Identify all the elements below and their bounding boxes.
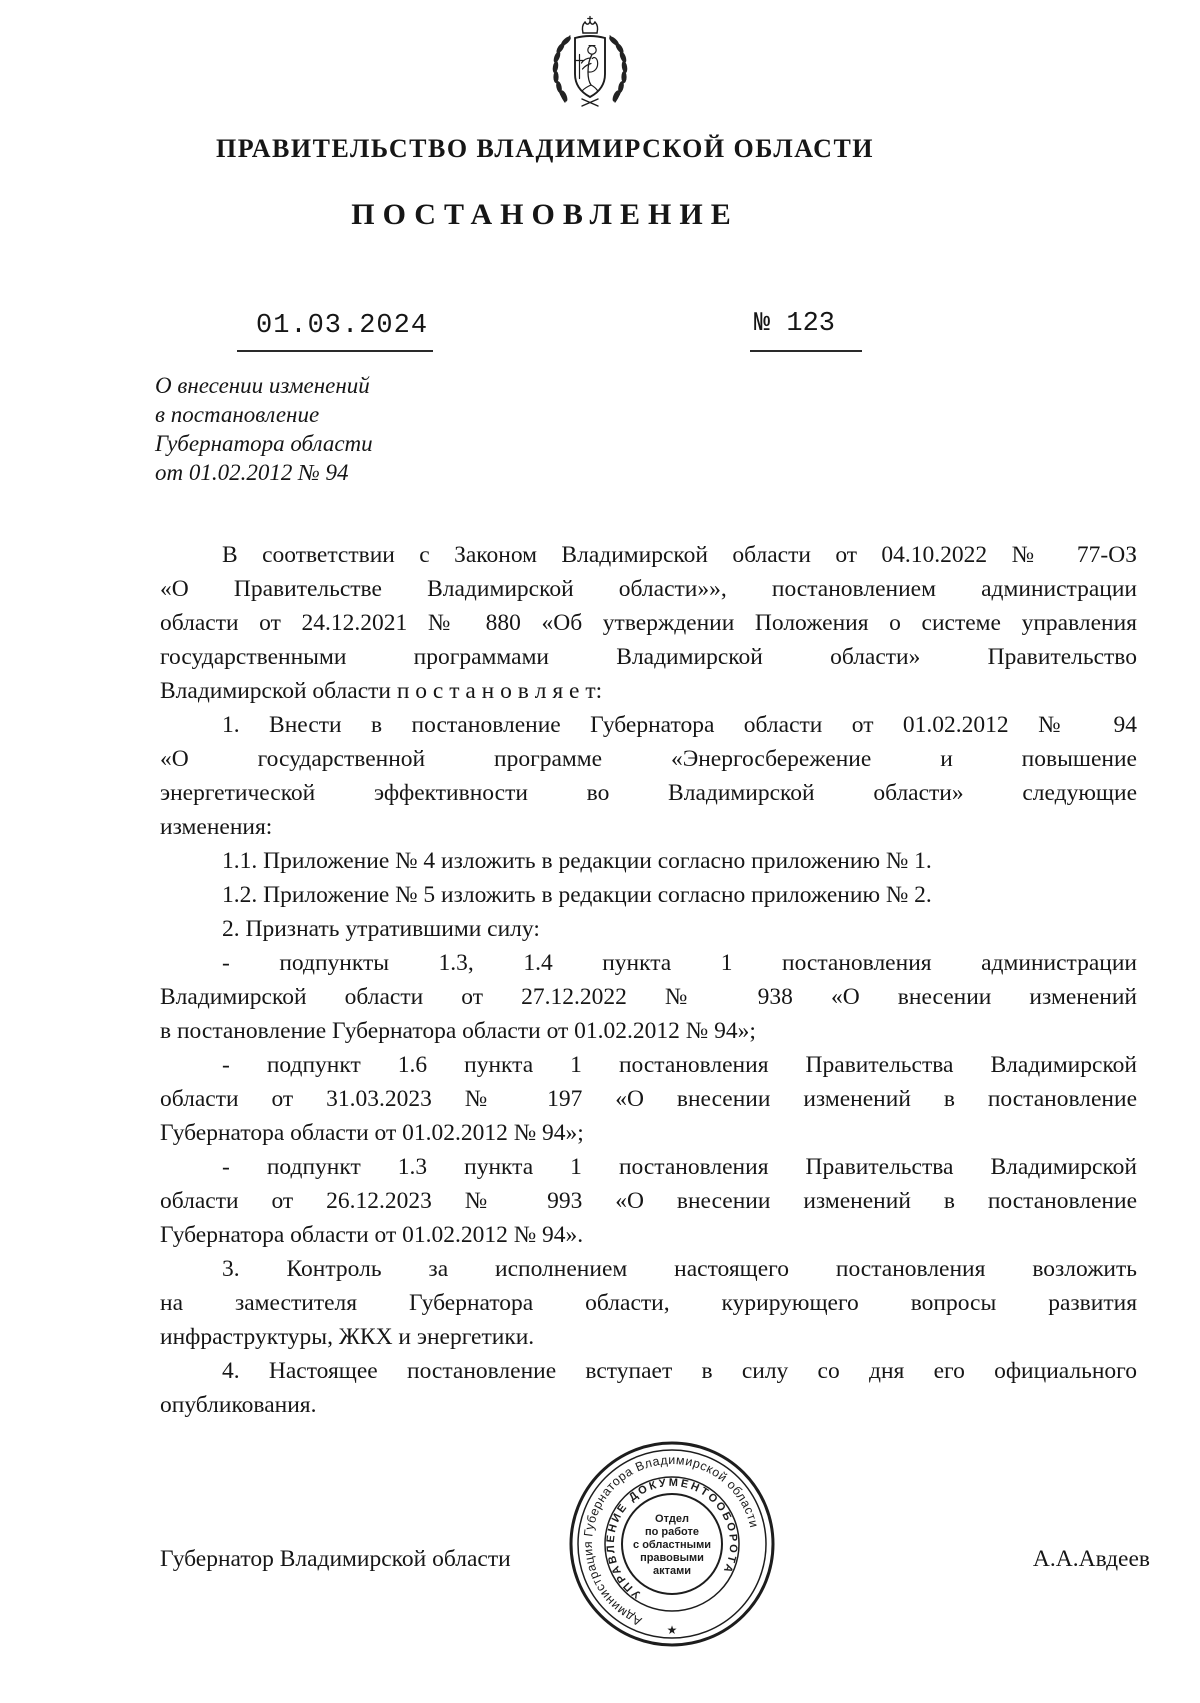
signature-name: А.А.Авдеев [1032,1546,1150,1572]
body-line: области от 31.03.2023 № 197 «О внесении изменений в постановление [160,1086,1137,1112]
paragraph [160,708,1137,844]
paragraph [160,844,1137,878]
signature-position: Губернатор Владимирской области [160,1546,511,1572]
stamp-inner-ring-text: УПРАВЛЕНИЕ ДОКУМЕНТООБОРОТА [604,1476,740,1601]
stamp-star: ★ [666,1623,678,1637]
stamp-center-text [633,1513,711,1577]
body-line: - подпункт 1.6 пункта 1 постановления Правительства Владимирской [222,1052,1137,1078]
body-line: «О Правительстве Владимирской области»», постановлением администрации [160,576,1137,602]
body-line: 2. Признать утратившими силу: [222,916,540,942]
svg-text:с областными: с областными [633,1539,711,1551]
subject-line: в постановление [155,402,320,427]
body-line: в постановление Губернатора области от 01.02.2012 № 94»; [160,1018,756,1044]
body-line: области от 24.12.2021 № 880 «Об утверждении Положения о системе управления [160,610,1137,636]
org-name: ПРАВИТЕЛЬСТВО ВЛАДИМИРСКОЙ ОБЛАСТИ [215,134,875,163]
svg-text:правовыми: правовыми [640,1552,704,1564]
body-line: на заместителя Губернатора области, курирующего вопросы развития [160,1290,1137,1316]
doc-number [754,309,835,339]
paragraph [160,912,1137,946]
paragraph [160,1354,1137,1422]
paragraph [160,538,1137,708]
paragraph [160,946,1137,1048]
date-underline [237,350,433,352]
svg-text:по работе: по работе [644,1526,700,1538]
doc-type-title: ПОСТАНОВЛЕНИЕ [351,198,739,231]
stamp-outer-ring-text: Администрация Губернатора Владимирской области [580,1452,762,1629]
body-line: 4. Настоящее постановление вступает в силу со дня его официального [222,1358,1137,1384]
number-underline [750,350,862,352]
coat-of-arms-icon [542,12,638,116]
number-sign: № [754,309,771,339]
subject-line: Губернатора области [155,431,373,456]
svg-text:Отдел: Отдел [655,1513,689,1525]
body-line: изменения: [160,814,273,840]
doc-date: 01.03.2024 [256,311,429,341]
body-line: Губернатора области от 01.02.2012 № 94». [160,1222,584,1248]
paragraph [160,1048,1137,1150]
body-line: государственными программами Владимирской области» Правительство [160,644,1137,670]
body-line: энергетической эффективности во Владимирской области» следующие [160,780,1137,806]
svg-text:актами: актами [652,1565,692,1577]
subject-block [155,371,373,487]
body-line: - подпункты 1.3, 1.4 пункта 1 постановления администрации [222,950,1137,976]
subject-line: от 01.02.2012 № 94 [155,460,349,485]
body-line: В соответствии с Законом Владимирской области от 04.10.2022 № 77-ОЗ [222,542,1137,568]
body-line: Губернатора области от 01.02.2012 № 94»; [160,1120,584,1146]
body-line: - подпункт 1.3 пункта 1 постановления Правительства Владимирской [222,1154,1137,1180]
subject-line: О внесении изменений [155,373,370,398]
body-line: инфраструктуры, ЖКХ и энергетики. [160,1324,535,1350]
number-value: 123 [786,309,836,339]
body-line: 3. Контроль за исполнением настоящего постановления возложить [222,1256,1137,1282]
body-line: 1.1. Приложение № 4 изложить в редакции согласно приложению № 1. [222,848,932,874]
body-line: «О государственной программе «Энергосбережение и повышение [160,746,1137,772]
body-line: 1.2. Приложение № 5 изложить в редакции согласно приложению № 2. [222,882,932,908]
body-line: Владимирской области п о с т а н о в л я е т: [160,678,603,704]
body-line: 1. Внести в постановление Губернатора области от 01.02.2012 № 94 [222,712,1137,738]
paragraph [160,1150,1137,1252]
body-line: Владимирской области от 27.12.2022 № 938 «О внесении изменений [160,984,1137,1010]
official-stamp [564,1436,780,1652]
body-line: области от 26.12.2023 № 993 «О внесении изменений в постановление [160,1188,1137,1214]
paragraph [160,878,1137,912]
body-paragraphs [160,538,1137,1422]
body-line: опубликования. [160,1392,317,1418]
paragraph [160,1252,1137,1354]
